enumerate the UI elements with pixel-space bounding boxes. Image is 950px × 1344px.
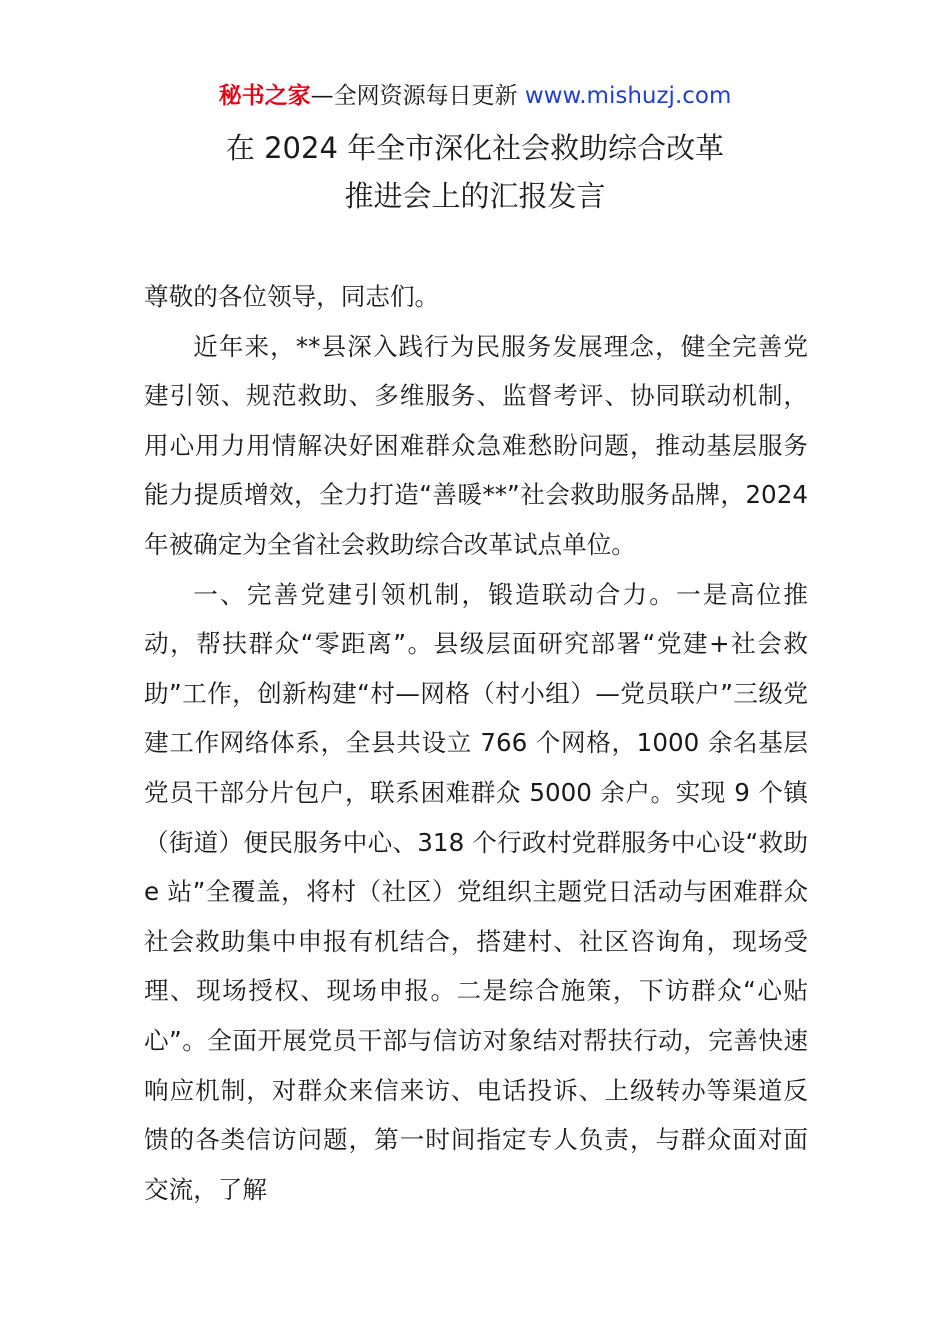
site-url-link[interactable]: www.mishuzj.com — [524, 83, 732, 109]
document-title-line-1: 在 2024 年全市深化社会救助综合改革 — [225, 131, 725, 165]
brand-name: 秘书之家 — [218, 83, 311, 109]
paragraph-intro: 近年来，**县深入践行为民服务发展理念，健全完善党建引领、规范救助、多维服务、监督考评、协同联动机制，用心用力用情解决好困难群众急难愁盼问题，推动基层服务能力提质增效，全力打造“善暖**”社会救助服务品牌，2024 年被确定为全省社会救助综合改革试点单位。 — [144, 331, 808, 559]
site-header — [0, 80, 950, 112]
paragraph-section-1: 一、完善党建引领机制，锻造联动合力。一是高位推动，帮扶群众“零距离”。县级层面研究部署“党建+社会救助”工作，创新构建“村—网格（村小组）—党员联户”三级党建工作网络体系，全县共设立 766 个网格，1000 余名基层党员干部分片包户，联系困难群众 5000 余户。实现 9 个镇（街道）便民服务中心、318 个行政村党群服务中心设“救助 e 站”全覆盖，将村（社区）党组织主题党日活动与困难群众社会救助集中申报有机结合，搭建村、社区咨询角，现场受理、现场授权、现场申报。二是综合施策，下访群众“心贴心”。全面开展党员干部与信访对象结对帮扶行动，完善快速响应机制，对群众来信来访、电话投诉、上级转办等渠道反馈的各类信访问题，第一时间指定专人负责，与群众面对面交流，了解 — [144, 579, 808, 1204]
document-title-line-2: 推进会上的汇报发言 — [344, 179, 606, 213]
salutation: 尊敬的各位领导，同志们。 — [144, 282, 440, 311]
document-body — [144, 272, 808, 1214]
header-tagline: —全网资源每日更新 — [310, 83, 525, 109]
